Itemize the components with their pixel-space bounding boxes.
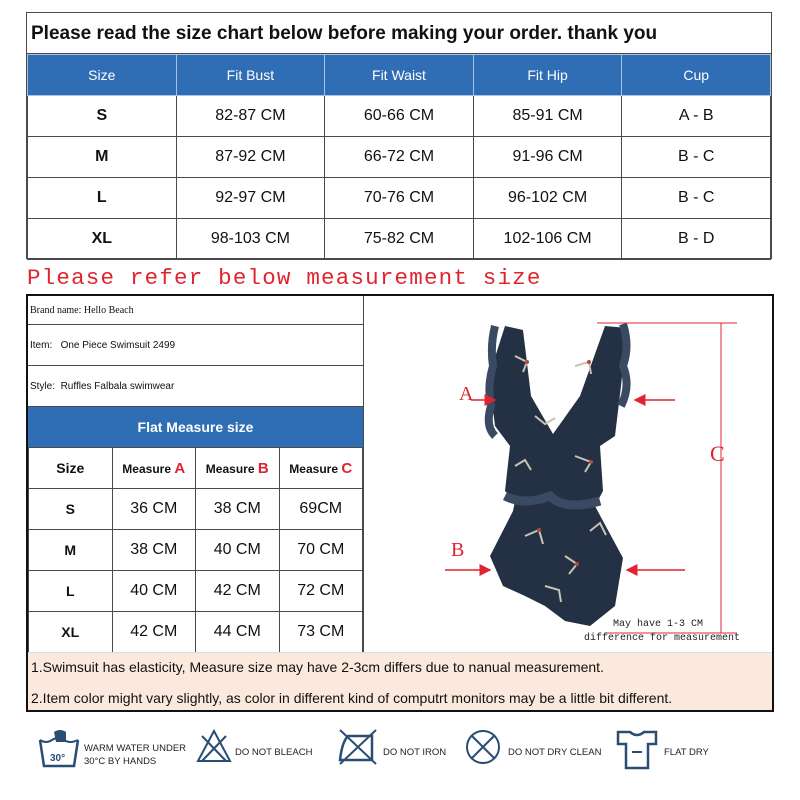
item-value: One Piece Swimsuit 2499 xyxy=(60,340,176,351)
wash-temp-label: 30° xyxy=(50,753,66,764)
cup-cell: B - D xyxy=(622,219,771,260)
measure-b-letter: B xyxy=(257,459,269,477)
care-no-bleach xyxy=(196,714,331,794)
table-row xyxy=(28,178,771,219)
table-row xyxy=(29,489,363,530)
no-bleach-label: DO NOT BLEACH xyxy=(235,747,313,758)
size-chart-title: Please read the size chart below before making your order. thank you xyxy=(27,13,771,54)
flat-measure-title: Flat Measure size xyxy=(28,407,363,447)
waist-cell: 60-66 CM xyxy=(325,96,474,137)
product-info-panel xyxy=(28,296,364,652)
flat-header-measure-a: Measure A xyxy=(112,448,196,489)
hip-cell: 96-102 CM xyxy=(473,178,622,219)
size-cell: M xyxy=(29,530,113,571)
measurement-block xyxy=(26,294,774,712)
measure-a-cell: 38 CM xyxy=(112,530,196,571)
measure-c-cell: 72 CM xyxy=(279,571,363,612)
no-dry-clean-icon xyxy=(464,728,502,766)
cup-cell: B - C xyxy=(622,137,771,178)
wash-label-line2: 30°C BY HANDS xyxy=(84,756,157,767)
measure-c-cell: 73 CM xyxy=(279,612,363,653)
waist-cell: 75-82 CM xyxy=(325,219,474,260)
swimsuit-image xyxy=(489,324,627,626)
measure-c-cell: 69CM xyxy=(279,489,363,530)
hip-cell: 91-96 CM xyxy=(473,137,622,178)
swimsuit-diagram xyxy=(365,296,772,652)
measure-b-cell: 44 CM xyxy=(196,612,280,653)
item-label: Item: xyxy=(30,340,53,351)
care-instructions xyxy=(26,714,774,798)
flat-header-measure-c: Measure C xyxy=(279,448,363,489)
table-row xyxy=(28,219,771,260)
size-cell: L xyxy=(29,571,113,612)
measure-a-cell: 42 CM xyxy=(112,612,196,653)
size-cell: M xyxy=(28,137,177,178)
size-cell: S xyxy=(28,96,177,137)
style-label: Style: xyxy=(30,381,56,392)
bust-cell: 98-103 CM xyxy=(176,219,325,260)
brand-row: Brand name: Hello Beach xyxy=(28,296,363,325)
notes-panel xyxy=(28,652,772,710)
table-row xyxy=(28,137,771,178)
measure-c-cell: 70 CM xyxy=(279,530,363,571)
header-cup: Cup xyxy=(622,55,771,96)
table-row xyxy=(28,96,771,137)
size-cell: L xyxy=(28,178,177,219)
bust-cell: 92-97 CM xyxy=(176,178,325,219)
no-iron-label: DO NOT IRON xyxy=(383,747,447,758)
measure-a-cell: 36 CM xyxy=(112,489,196,530)
wash-label-line1: WARM WATER UNDER xyxy=(84,743,187,754)
care-no-iron xyxy=(336,714,466,794)
diagram-note-line1: May have 1-3 CM xyxy=(613,619,704,630)
header-size: Size xyxy=(28,55,177,96)
measure-b-cell: 42 CM xyxy=(196,571,280,612)
measure-b-cell: 40 CM xyxy=(196,530,280,571)
care-no-dry-clean xyxy=(464,714,624,794)
note-2: 2.Item color might vary slightly, as color in different kind of computrt monitors may be a little bit different. xyxy=(31,690,673,706)
bust-cell: 82-87 CM xyxy=(176,96,325,137)
note-1: 1.Swimsuit has elasticity, Measure size may have 2-3cm differs due to nanual measurement. xyxy=(31,659,604,675)
item-row xyxy=(28,325,363,366)
measure-b-cell: 38 CM xyxy=(196,489,280,530)
measure-c-letter: C xyxy=(341,459,353,477)
no-iron-icon xyxy=(336,728,378,766)
size-cell: XL xyxy=(29,612,113,653)
no-dry-clean-label: DO NOT DRY CLEAN xyxy=(508,747,602,758)
measure-c-label: C xyxy=(710,441,725,466)
header-fit-waist: Fit Waist xyxy=(325,55,474,96)
header-fit-hip: Fit Hip xyxy=(473,55,622,96)
flat-dry-label: FLAT DRY xyxy=(664,747,709,758)
waist-cell: 66-72 CM xyxy=(325,137,474,178)
size-chart-table xyxy=(27,54,771,260)
measurement-heading: Please refer below measurement size xyxy=(27,265,542,291)
hip-cell: 85-91 CM xyxy=(473,96,622,137)
measure-a-letter: A xyxy=(174,459,186,477)
cup-cell: A - B xyxy=(622,96,771,137)
style-value: Ruffles Falbala swimwear xyxy=(60,381,175,392)
table-row xyxy=(29,530,363,571)
hip-cell: 102-106 CM xyxy=(473,219,622,260)
flat-header-size: Size xyxy=(29,448,113,489)
care-flat-dry xyxy=(616,714,756,794)
cup-cell: B - C xyxy=(622,178,771,219)
waist-cell: 70-76 CM xyxy=(325,178,474,219)
flat-measure-header-row xyxy=(29,448,363,489)
hand-wash-icon xyxy=(36,728,82,770)
flat-dry-icon xyxy=(616,728,658,770)
size-chart-header-row xyxy=(28,55,771,96)
size-chart xyxy=(26,12,772,259)
header-fit-bust: Fit Bust xyxy=(176,55,325,96)
style-row xyxy=(28,366,363,407)
no-bleach-icon xyxy=(196,728,232,764)
flat-header-measure-b: Measure B xyxy=(196,448,280,489)
measure-b-label: B xyxy=(451,539,465,561)
diagram-note-line2: difference for measurement xyxy=(584,633,741,644)
bust-cell: 87-92 CM xyxy=(176,137,325,178)
size-cell: S xyxy=(29,489,113,530)
measure-a-cell: 40 CM xyxy=(112,571,196,612)
flat-measure-table xyxy=(28,447,363,653)
size-cell: XL xyxy=(28,219,177,260)
table-row xyxy=(29,571,363,612)
swimsuit-diagram-svg xyxy=(365,296,772,652)
measure-a-label: A xyxy=(459,383,474,405)
care-hand-wash xyxy=(26,714,196,794)
table-row xyxy=(29,612,363,653)
